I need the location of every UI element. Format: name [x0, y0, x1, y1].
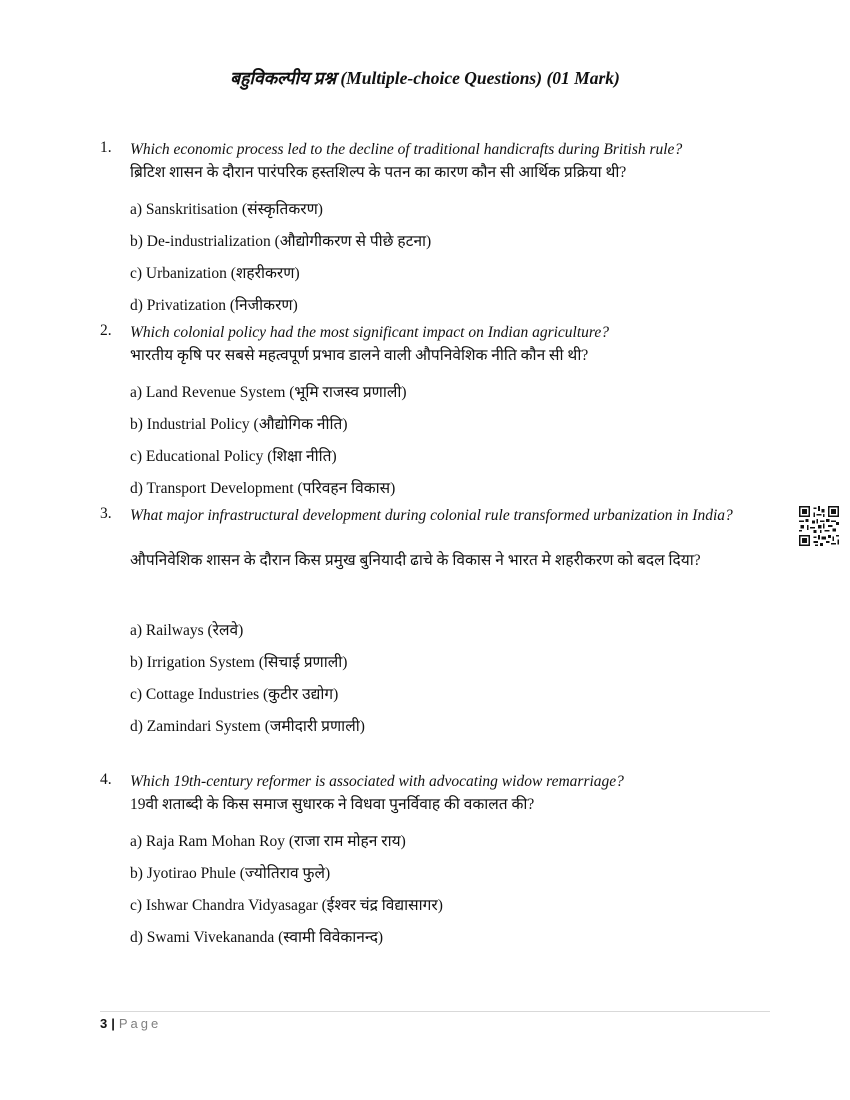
option-a: a) Land Revenue System (भूमि राजस्व प्रणाली) — [130, 384, 407, 401]
question-text-english: Which economic process led to the decline of traditional handicrafts during British rule? — [130, 141, 683, 158]
option-c: c) Educational Policy (शिक्षा नीति) — [130, 448, 337, 465]
option-a: a) Raja Ram Mohan Roy (राजा राम मोहन राय) — [130, 833, 406, 850]
option-b: b) Industrial Policy (औद्योगिक नीति) — [130, 416, 348, 433]
option-d: d) Transport Development (परिवहन विकास) — [130, 480, 396, 497]
footer-separator: | — [111, 1016, 115, 1031]
option-b: b) Irrigation System (सिचाई प्रणाली) — [130, 654, 348, 671]
question-number: 1. — [100, 139, 112, 156]
question-text-hindi: ब्रिटिश शासन के दौरान पारंपरिक हस्तशिल्प के पतन का कारण कौन सी आर्थिक प्रक्रिया थी? — [130, 164, 627, 181]
question-text-hindi: 19वी शताब्दी के किस समाज सुधारक ने विधवा पुनर्विवाह की वकालत की? — [130, 796, 535, 813]
question-text-hindi: औपनिवेशिक शासन के दौरान किस प्रमुख बुनियादी ढाचे के विकास ने भारत मे शहरीकरण को बदल दिया? — [130, 552, 701, 569]
option-b: b) De-industrialization (औद्योगीकरण से पीछे हटना) — [130, 233, 432, 250]
option-b: b) Jyotirao Phule (ज्योतिराव फुले) — [130, 865, 331, 882]
question-number: 2. — [100, 322, 112, 339]
question-text-english: Which colonial policy had the most significant impact on Indian agriculture? — [130, 324, 610, 341]
option-d: d) Swami Vivekananda (स्वामी विवेकानन्द) — [130, 929, 384, 946]
question-text-english: What major infrastructural development during colonial rule transformed urbanization in India? — [130, 507, 733, 524]
question-text-english: Which 19th-century reformer is associated with advocating widow remarriage? — [130, 773, 624, 790]
question-number: 3. — [100, 505, 112, 522]
qr-code-icon — [799, 506, 839, 546]
option-c: c) Urbanization (शहरीकरण) — [130, 265, 300, 282]
option-a: a) Sanskritisation (संस्कृतिकरण) — [130, 201, 323, 218]
page-title: बहुविकल्पीय प्रश्न (Multiple-choice Questions) (01 Mark) — [230, 68, 620, 88]
question-number: 4. — [100, 771, 112, 788]
page-label: Page — [118, 1016, 162, 1031]
footer-divider — [100, 1011, 770, 1012]
option-c: c) Ishwar Chandra Vidyasagar (ईश्वर चंद्र विद्यासागर) — [130, 897, 443, 914]
option-d: d) Privatization (निजीकरण) — [130, 297, 298, 314]
option-d: d) Zamindari System (जमीदारी प्रणाली) — [130, 718, 365, 735]
option-c: c) Cottage Industries (कुटीर उद्योग) — [130, 686, 339, 703]
question-text-hindi: भारतीय कृषि पर सबसे महत्वपूर्ण प्रभाव डालने वाली औपनिवेशिक नीति कौन सी थी? — [130, 347, 589, 364]
option-a: a) Railways (रेलवे) — [130, 622, 244, 639]
page-number: 3 — [100, 1016, 108, 1031]
page-footer — [100, 1016, 161, 1031]
